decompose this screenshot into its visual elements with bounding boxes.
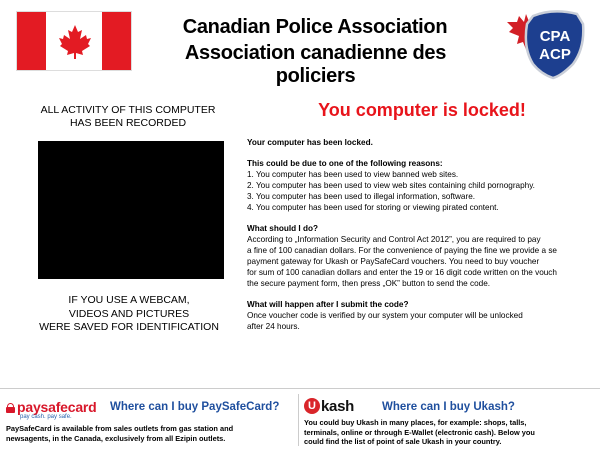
reason-item: 1. You computer has been used to view banned web sites.: [247, 170, 459, 179]
what-line: for sum of 100 canadian dollars and enter the 19 or 16 digit code written on the vouch: [247, 268, 557, 277]
ukash-heading: Where can I buy Ukash?: [382, 401, 515, 413]
flag-left-bar: [17, 12, 46, 70]
locked-heading: You computer is locked!: [318, 100, 526, 120]
paysafecard-logo: [6, 399, 102, 420]
recorded-notice: [30, 104, 226, 130]
intro-text: Your computer has been locked.: [247, 138, 373, 147]
maple-leaf-icon: [58, 24, 92, 60]
ukash-logo: [304, 397, 354, 415]
recorded-line-2: HAS BEEN RECORDED: [69, 117, 187, 129]
canada-flag-icon: [16, 11, 132, 71]
what-heading: What should I do?: [247, 224, 318, 233]
paysafecard-tagline: pay cash. pay safe.: [20, 414, 72, 420]
webcam-line-3: WERE SAVED FOR IDENTIFICATION: [39, 321, 219, 333]
reasons-heading: This could be due to one of the following reasons:: [247, 159, 443, 168]
padlock-icon: [6, 403, 15, 413]
footer-divider: [0, 388, 600, 389]
reason-item: 2. You computer has been used to view web sites containing child pornography.: [247, 181, 535, 190]
badge-line2: ACP: [539, 46, 571, 63]
paysafecard-info-line: PaySafeCard is available from sales outlets from gas station and: [6, 424, 234, 433]
ukash-info: [304, 418, 600, 447]
footer-column-divider: [298, 394, 299, 446]
cpa-acp-badge-icon: [497, 8, 593, 80]
after-line: Once voucher code is verified by our system your computer will be unlocked: [247, 311, 523, 320]
what-line: the secure payment form, then press „OK” button to send the code.: [247, 279, 491, 288]
flag-right-bar: [102, 12, 131, 70]
what-line: a fine of 100 canadian dollars. For the convenience of paying the fine we provide a se: [247, 246, 557, 255]
paysafecard-info: [6, 424, 296, 444]
reason-item: 4. You computer has been used for storing or viewing pirated content.: [247, 203, 499, 212]
what-line: According to „Information Security and Control Act 2012”, you are required to pay: [247, 235, 541, 244]
webcam-preview: [38, 141, 224, 279]
title-french: Association canadienne des policiers: [184, 42, 447, 87]
ukash-info-line: You could buy Ukash in many places, for example: shops, talls,: [304, 418, 527, 427]
ukash-u-icon: U: [304, 398, 320, 414]
webcam-line-2: VIDEOS AND PICTURES: [68, 307, 190, 320]
title-english: Canadian Police Association: [182, 16, 448, 38]
badge-line1: CPA: [539, 28, 571, 45]
webcam-notice: [26, 294, 232, 335]
ukash-info-line: could find the list of point of sale Ukash in your country.: [304, 437, 502, 447]
what-line: payment gateway for Ukash or PaySafeCard vouchers. You need to buy voucher: [247, 257, 540, 266]
after-line: after 24 hours.: [247, 322, 300, 331]
paysafecard-info-line: newsagents, in the Canada, exclusively from all Ezipin outlets.: [6, 434, 226, 443]
lock-explanation: [247, 137, 600, 332]
after-heading: What will happen after I submit the code?: [247, 300, 409, 309]
webcam-line-1: IF YOU USE A WEBCAM,: [68, 294, 190, 306]
paysafecard-heading: Where can I buy PaySafeCard?: [110, 401, 280, 413]
ukash-info-line: terminals, online or through E-Wallet (electronic cash). Below you: [304, 427, 535, 437]
paysafecard-logo-text: paysafecard: [17, 399, 97, 415]
recorded-line-1: ALL ACTIVITY OF THIS COMPUTER: [40, 104, 216, 116]
ukash-logo-text: kash: [321, 397, 354, 415]
reason-item: 3. You computer has been used to illegal information, software.: [247, 192, 476, 201]
